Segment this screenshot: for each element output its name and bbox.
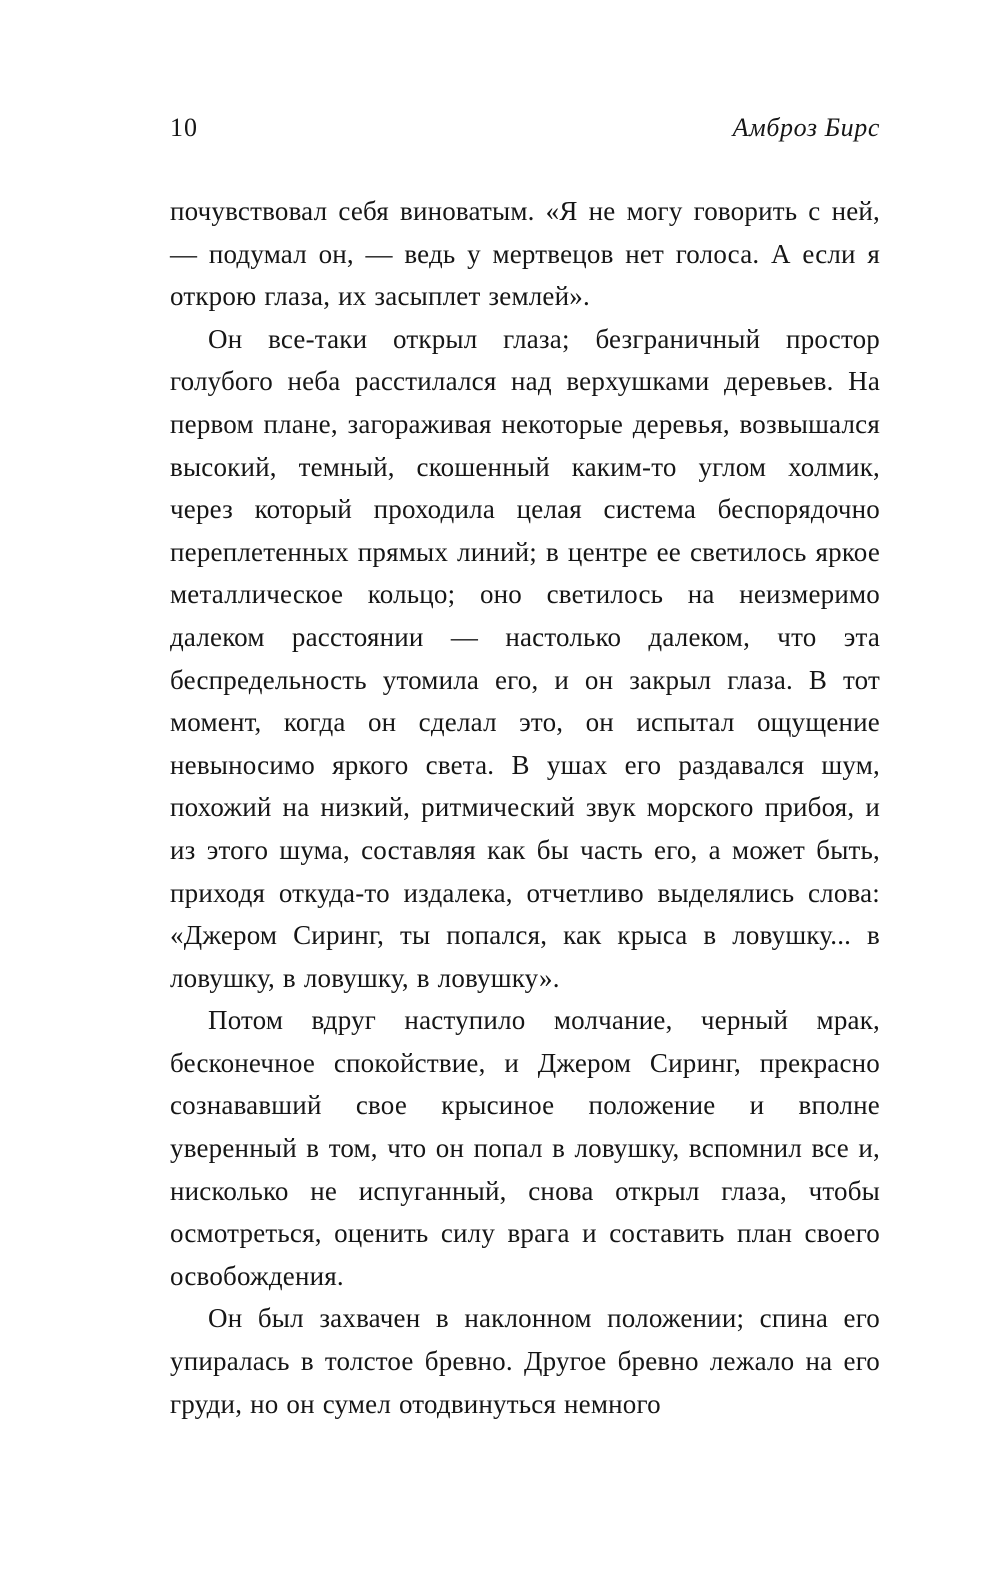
paragraph: Он все-таки открыл глаза; безграничный простор голубого неба расстилался над верхушками деревьев. На первом плане, загораживая некоторые деревья, возвышался высокий, темный, скошенный каким-то углом холмик, через который проходила целая система беспорядочно переплетенных прямых линий; в центре ее светилось яркое металлическое кольцо; оно светилось на неизмеримо далеком расстоянии — настолько далеком, что эта беспредельность утомила его, и он закрыл глаза. В тот момент, когда он сделал это, он испытал ощущение невыносимо яркого света. В ушах его раздавался шум, похожий на низкий, ритмический звук морского прибоя, и из этого шума, составляя как бы часть его, а может быть, приходя откуда-то издалека, отчетливо выделялись слова: «Джером Сиринг, ты попался, как крыса в ловушку... в ловушку, в ловушку, в ловушку». xyxy=(170,323,880,993)
running-header xyxy=(170,112,880,143)
paragraph: Он был захвачен в наклонном положении; спина его упиралась в толстое бревно. Другое бревно лежало на его груди, но он сумел отодвинуться немного xyxy=(170,1303,880,1419)
page-body xyxy=(170,190,880,1425)
page-number: 10 xyxy=(170,113,198,142)
paragraph: Потом вдруг наступило молчание, черный мрак, бесконечное спокойствие, и Джером Сиринг, прекрасно сознававший свое крысиное положение и вполне уверенный в том, что он попал в ловушку, вспомнил все и, нисколько не испуганный, снова открыл глаза, чтобы осмотреться, оценить силу врага и составить план своего освобождения. xyxy=(170,1005,880,1291)
paragraph-continuation: почувствовал себя виноватым. «Я не могу говорить с ней, — подумал он, — ведь у мертвецов нет голоса. А если я открою глаза, их засыплет землей». xyxy=(170,196,880,312)
running-title: Амброз Бирс xyxy=(732,113,880,142)
